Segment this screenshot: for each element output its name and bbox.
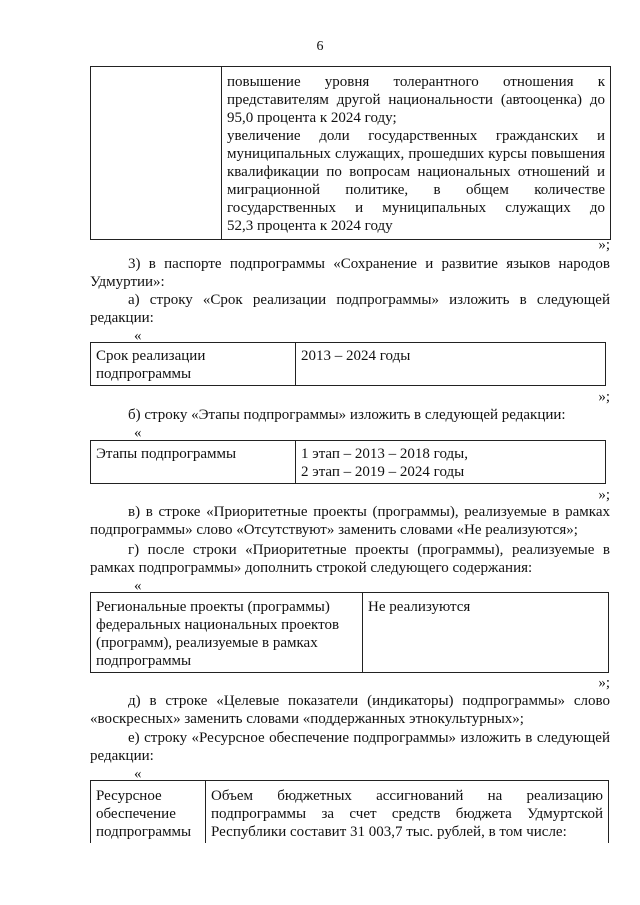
end-quote: »;: [598, 389, 610, 405]
table-stages: [90, 440, 606, 484]
text-line: представителям другой национальности (автооценка) до: [227, 92, 605, 108]
text-line: увеличение доли государственных гражданских и: [227, 128, 605, 144]
page-number: 6: [316, 39, 324, 54]
paragraph-3: 3) в паспорте подпрограммы «Сохранение и развитие языков народов Удмуртии»:: [90, 256, 610, 290]
table-left-cell: Ресурсное обеспечение подпрограммы: [91, 781, 206, 844]
text-line: повышение уровня толерантного отношения к: [227, 74, 605, 90]
paragraph-d: д) в строке «Целевые показатели (индикаторы) подпрограммы» слово «воскресных» заменить словами «поддержанных этнокультурных»;: [90, 693, 610, 727]
text-line: муниципальных служащих, прошедших курсы повышения: [227, 146, 605, 162]
open-quote: «: [134, 425, 142, 441]
text-line: государственных и муниципальных служащих до: [227, 200, 605, 216]
end-quote: »;: [598, 487, 610, 503]
table-left-cell: Этапы подпрограммы: [91, 441, 296, 484]
table-right-cell: [222, 67, 611, 240]
table-left-cell: [91, 67, 222, 240]
paragraph-b: б) строку «Этапы подпрограммы» изложить в следующей редакции:: [128, 407, 566, 423]
text-line: 1 этап – 2013 – 2018 годы,: [301, 446, 468, 462]
table-resources: [90, 780, 609, 843]
table-left-cell: Срок реализации подпрограммы: [91, 343, 296, 386]
paragraph-e: е) строку «Ресурсное обеспечение подпрограммы» изложить в следующей редакции:: [90, 730, 610, 764]
table-right-cell: Не реализуются: [363, 593, 609, 673]
text-line: 52,3 процента к 2024 году: [227, 218, 393, 234]
text-line: квалификации по вопросам национальных отношений и: [227, 164, 605, 180]
table-right-cell: Объем бюджетных ассигнований на реализацию подпрограммы за счет средств бюджета Удмуртской Республики составит 31 003,7 тыс. рублей, в том числе:: [206, 781, 609, 844]
end-quote: »;: [598, 675, 610, 691]
text-line: 2 этап – 2019 – 2024 годы: [301, 464, 465, 480]
table-regional-projects: [90, 592, 609, 673]
open-quote: «: [134, 578, 142, 594]
table-right-cell: 2013 – 2024 годы: [296, 343, 606, 386]
table-left-cell: Региональные проекты (программы) федеральных национальных проектов (программ), реализуемые в рамках подпрограммы: [91, 593, 363, 673]
table-right-cell: [296, 441, 606, 484]
paragraph-g: г) после строки «Приоритетные проекты (программы), реализуемые в рамках подпрограммы» дополнить строкой следующего содержания:: [90, 542, 610, 576]
text-line: миграционной политике, в общем количестве: [227, 182, 605, 198]
table-continuation: [90, 66, 611, 240]
open-quote: «: [134, 328, 142, 344]
paragraph-v: в) в строке «Приоритетные проекты (программы), реализуемые в рамках подпрограммы» слово «Отсутствуют» заменить словами «Не реализуются»;: [90, 504, 610, 538]
end-quote: »;: [598, 237, 610, 253]
open-quote: «: [134, 766, 142, 782]
paragraph-a: а) строку «Срок реализации подпрограммы» изложить в следующей редакции:: [90, 292, 610, 326]
table-term: [90, 342, 606, 386]
text-line: 95,0 процента к 2024 году;: [227, 110, 397, 126]
